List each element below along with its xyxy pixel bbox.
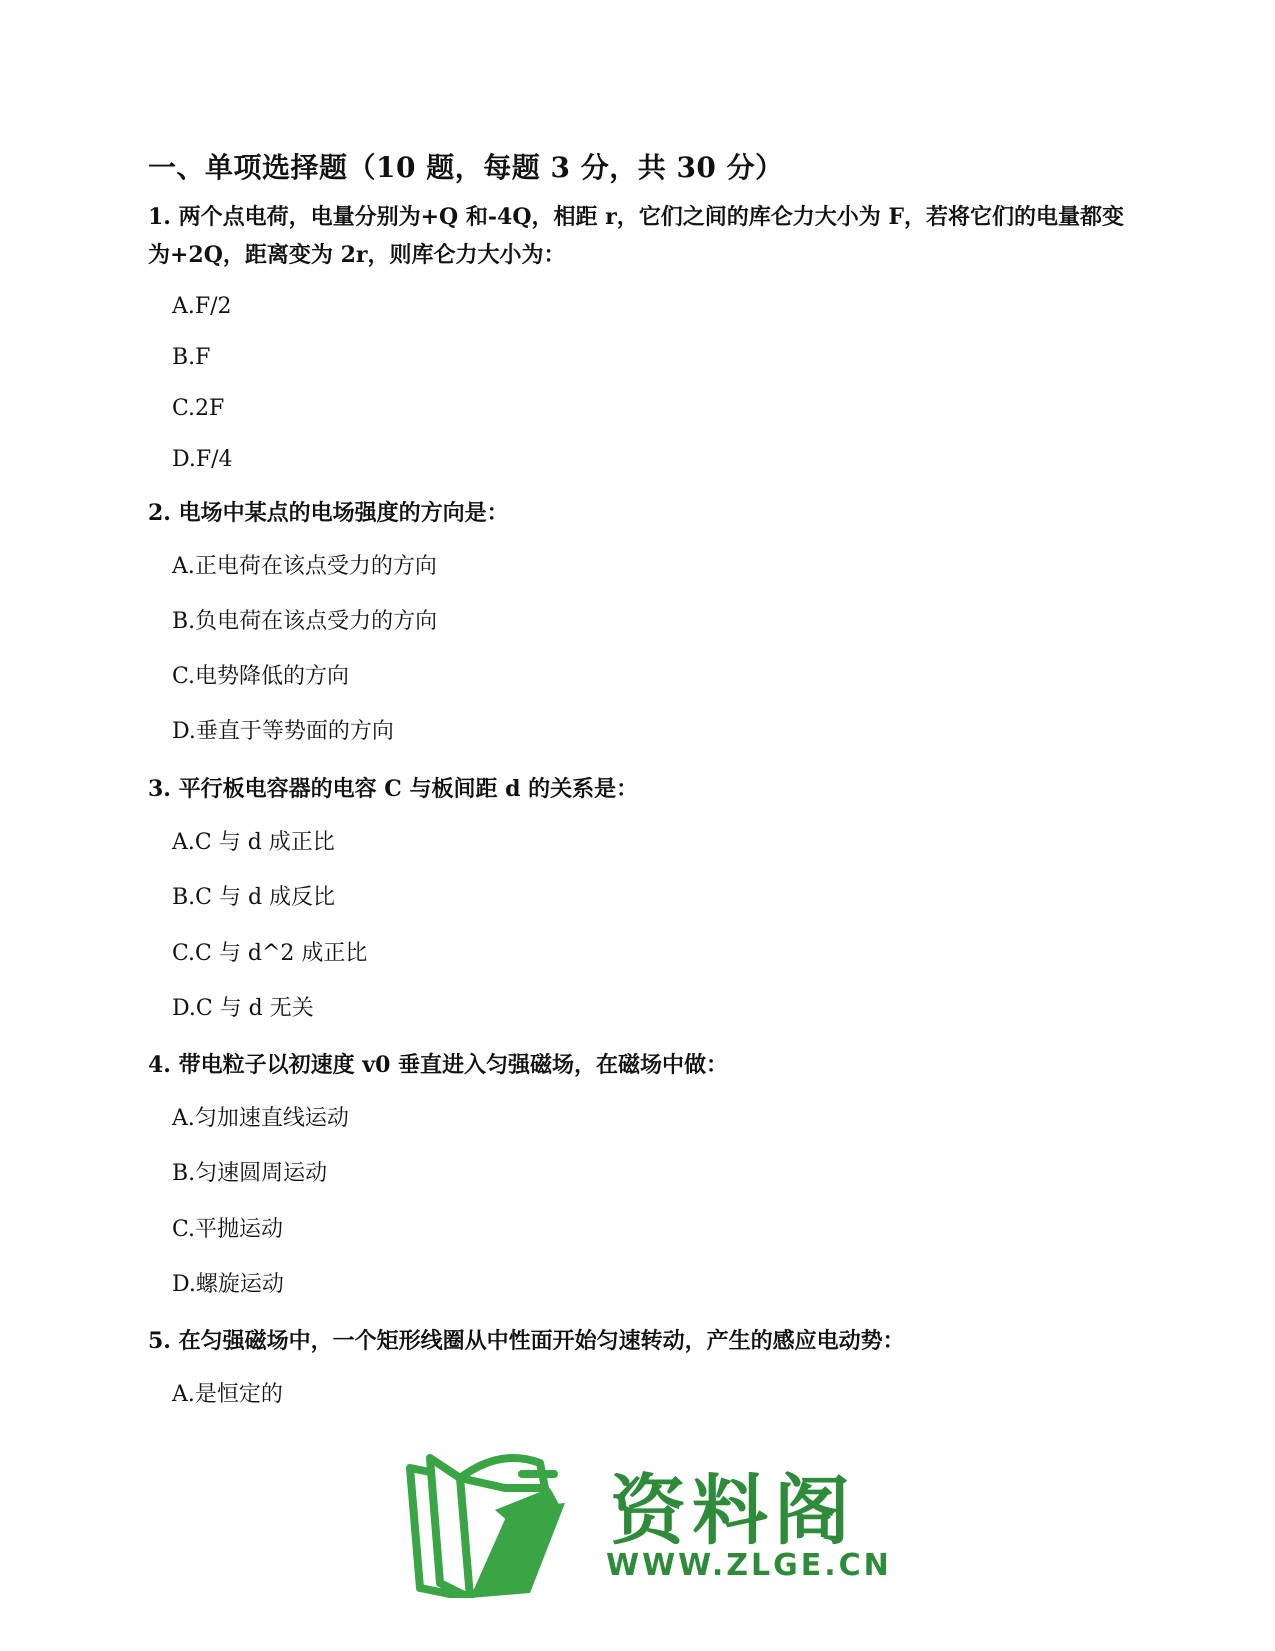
book-folder-icon	[400, 1448, 600, 1598]
question-2-option-d: D.垂直于等势面的方向	[172, 719, 394, 744]
question-5: 5. 在匀强磁场中，一个矩形线圈从中性面开始匀速转动，产生的感应电动势：	[148, 1328, 905, 1354]
question-1-option-c: C.2F	[172, 396, 225, 421]
question-4: 4. 带电粒子以初速度 v0 垂直进入匀强磁场，在磁场中做：	[148, 1052, 729, 1078]
question-1-option-b: B.F	[172, 345, 211, 370]
question-1-option-d: D.F/4	[172, 447, 233, 472]
question-3-option-d: D.C 与 d 无关	[172, 996, 314, 1021]
question-3-option-b: B.C 与 d 成反比	[172, 885, 336, 910]
question-2-option-b: B.负电荷在该点受力的方向	[172, 609, 438, 634]
question-4-option-c: C.平抛运动	[172, 1217, 284, 1242]
question-4-option-a: A.匀加速直线运动	[172, 1106, 349, 1131]
question-3: 3. 平行板电容器的电容 C 与板间距 d 的关系是：	[148, 776, 639, 802]
question-4-option-d: D.螺旋运动	[172, 1272, 284, 1297]
question-1: 1. 两个点电荷，电量分别为+Q 和-4Q，相距 r，它们之间的库仑力大小为 F，若将它们的电量都变为+2Q，距离变为 2r，则库仑力大小为：	[148, 204, 1125, 268]
question-5-option-a: A.是恒定的	[172, 1382, 283, 1407]
watermark-url: WWW.ZLGE.CN	[606, 1548, 892, 1583]
question-2: 2. 电场中某点的电场强度的方向是：	[148, 500, 509, 526]
question-3-option-c: C.C 与 d^2 成正比	[172, 941, 368, 966]
question-3-option-a: A.C 与 d 成正比	[172, 830, 335, 855]
question-4-option-b: B.匀速圆周运动	[172, 1161, 328, 1186]
question-2-option-a: A.正电荷在该点受力的方向	[172, 554, 437, 579]
watermark-logo	[400, 1448, 892, 1598]
section-title: 一、单项选择题（10 题，每题 3 分，共 30 分）	[148, 151, 784, 184]
question-1-option-a: A.F/2	[172, 294, 232, 319]
question-2-option-c: C.电势降低的方向	[172, 664, 350, 689]
watermark-name: 资料阁	[610, 1466, 856, 1555]
